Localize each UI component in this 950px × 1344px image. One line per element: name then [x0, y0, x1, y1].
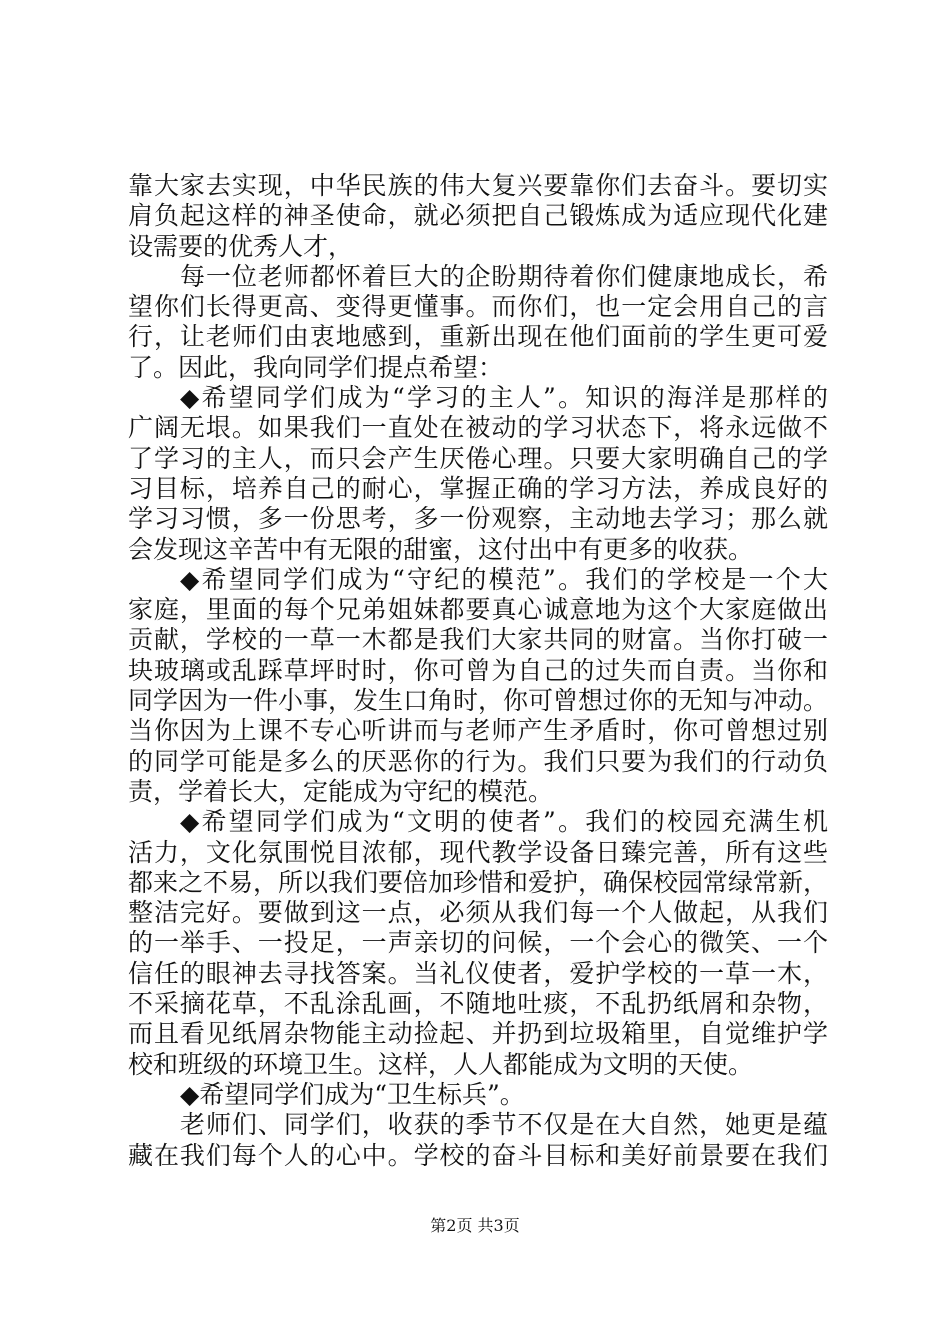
text-line: 信任的眼神去寻找答案。当礼仪使者，爱护学校的一草一木， — [128, 958, 828, 988]
text-line: 藏在我们每个人的心中。学校的奋斗目标和美好前景要在我们 — [128, 1140, 828, 1170]
text-line: 了学习的主人，而只会产生厌倦心理。只要大家明确自己的学 — [128, 443, 828, 473]
text-line: ◆希望同学们成为“学习的主人”。知识的海洋是那样的 — [180, 383, 828, 413]
text-line: 肩负起这样的神圣使命，就必须把自己锻炼成为适应现代化建 — [128, 201, 828, 231]
text-line: 每一位老师都怀着巨大的企盼期待着你们健康地成长，希 — [180, 261, 828, 291]
text-line: 广阔无垠。如果我们一直处在被动的学习状态下，将永远做不 — [128, 413, 828, 443]
text-line: 整洁完好。要做到这一点，必须从我们每一个人做起，从我们 — [128, 898, 828, 928]
text-line: ◆希望同学们成为“文明的使者”。我们的校园充满生机 — [180, 807, 828, 837]
text-line: 学习习惯，多一份思考，多一份观察，主动地去学习；那么就 — [128, 504, 828, 534]
text-line: 都来之不易，所以我们要倍加珍惜和爱护，确保校园常绿常新， — [128, 867, 829, 897]
text-line: 责，学着长大，定能成为守纪的模范。 — [128, 776, 554, 806]
body-text — [128, 171, 828, 1171]
text-line: 习目标，培养自己的耐心，掌握正确的学习方法，养成良好的 — [128, 473, 828, 503]
text-line: 靠大家去实现，中华民族的伟大复兴要靠你们去奋斗。要切实 — [128, 171, 828, 200]
text-line: 不采摘花草，不乱涂乱画，不随地吐痰，不乱扔纸屑和杂物， — [128, 989, 828, 1019]
text-line: 贡献，学校的一草一木都是我们大家共同的财富。当你打破一 — [128, 625, 828, 655]
text-line: 同学因为一件小事，发生口角时，你可曾想过你的无知与冲动。 — [128, 686, 829, 716]
text-line: 望你们长得更高、变得更懂事。而你们，也一定会用自己的言 — [128, 292, 828, 322]
text-line: ◆希望同学们成为“卫生标兵”。 — [180, 1079, 525, 1109]
text-line: 活力，文化氛围悦目浓郁，现代教学设备日臻完善，所有这些 — [128, 837, 828, 867]
text-line: 而且看见纸屑杂物能主动捡起、并扔到垃圾箱里，自觉维护学 — [128, 1019, 828, 1049]
text-line: 老师们、同学们，收获的季节不仅是在大自然，她更是蕴 — [180, 1110, 828, 1140]
text-line: 了。因此，我向同学们提点希望： — [128, 352, 504, 382]
text-line: 行，让老师们由衷地感到，重新出现在他们面前的学生更可爱 — [128, 322, 828, 352]
text-line: 的一举手、一投足，一声亲切的问候，一个会心的微笑、一个 — [128, 928, 828, 958]
text-line: 块玻璃或乱踩草坪时时，你可曾为自己的过失而自责。当你和 — [128, 655, 828, 685]
text-line: 的同学可能是多么的厌恶你的行为。我们只要为我们的行动负 — [128, 746, 828, 776]
text-line: 家庭，里面的每个兄弟姐妹都要真心诚意地为这个大家庭做出 — [128, 595, 828, 625]
text-line: ◆希望同学们成为“守纪的模范”。我们的学校是一个大 — [180, 564, 828, 594]
text-line: 当你因为上课不专心听讲而与老师产生矛盾时，你可曾想过别 — [128, 716, 828, 746]
text-line: 会发现这辛苦中有无限的甜蜜，这付出中有更多的收获。 — [128, 534, 754, 564]
text-line: 设需要的优秀人才， — [128, 231, 354, 261]
text-line: 校和班级的环境卫生。这样，人人都能成为文明的天使。 — [128, 1049, 754, 1079]
page-footer: 第2页 共3页 — [430, 1216, 520, 1235]
